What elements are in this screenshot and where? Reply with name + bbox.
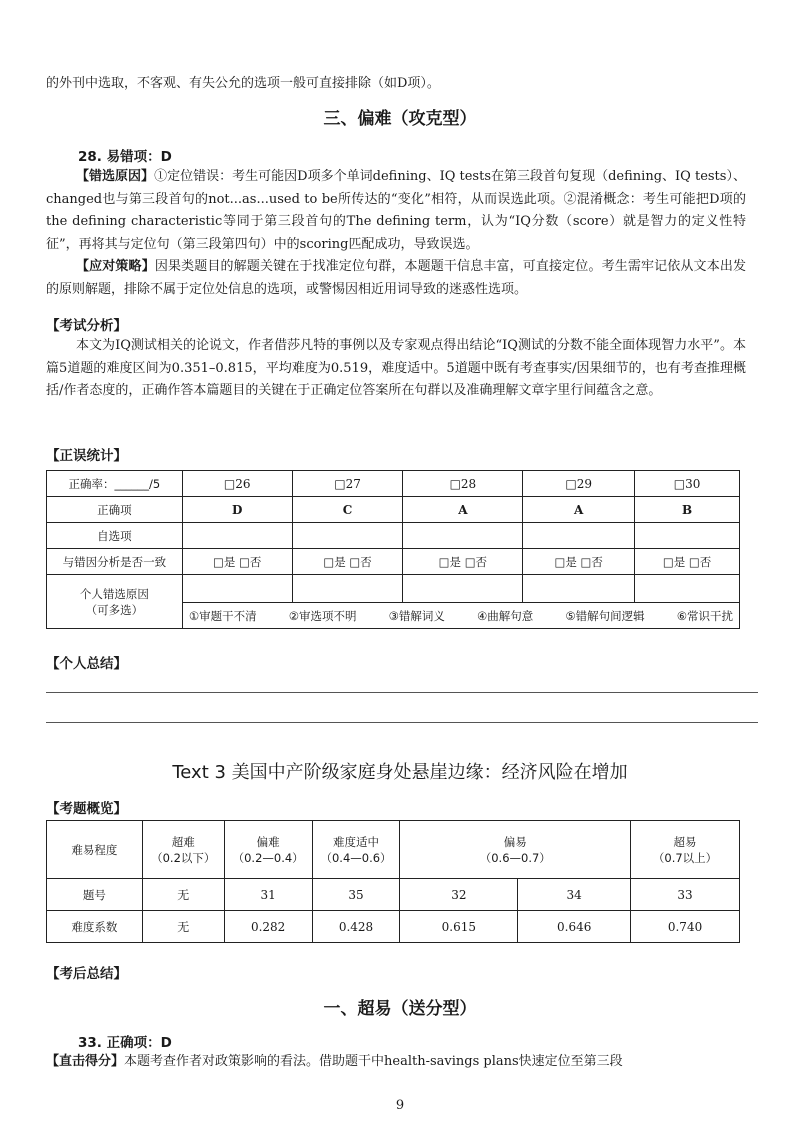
correct-answer-cell: C — [292, 497, 403, 523]
table-row — [47, 575, 740, 603]
question-number-cell: 31 — [224, 879, 312, 911]
correct-answer-cell: A — [403, 497, 523, 523]
correct-answer-label: 正确项 — [47, 497, 183, 523]
reason-label-line1: 个人错选原因 — [79, 586, 149, 601]
question-number-cell: 32 — [400, 879, 518, 911]
question-checkbox-26[interactable]: □26 — [182, 471, 292, 497]
difficulty-overview-table — [46, 820, 740, 943]
reason-entry-cell[interactable] — [635, 575, 740, 603]
table-row — [47, 471, 740, 497]
section-title-hard: 三、偏难（攻克型） — [323, 109, 477, 129]
coefficient-cell: 0.740 — [631, 911, 740, 943]
q28-strategy-paragraph — [46, 256, 746, 301]
table-row — [47, 879, 740, 911]
level-medium: 难度适中 （0.4—0.6） — [312, 821, 400, 879]
correct-answer-cell: D — [182, 497, 292, 523]
correct-answer-cell: A — [523, 497, 635, 523]
question-number-cell: 33 — [631, 879, 740, 911]
coefficient-cell: 无 — [142, 911, 224, 943]
overview-heading: 【考题概览】 — [46, 801, 127, 817]
yes-no-checkbox[interactable]: □是 □否 — [403, 549, 523, 575]
page-number: 9 — [395, 1098, 405, 1113]
summary-writing-line[interactable] — [46, 692, 758, 693]
self-choice-cell[interactable] — [523, 523, 635, 549]
analysis-paragraph: 本文为IQ测试相关的论说文，作者借莎凡特的事例以及专家观点得出结论“IQ测试的分数不能全面体现智力水平”。本篇5道题的难度区间为0.351–0.815，平均难度为0.519，难度适中。5道题中既有考查事实/因果细节的，也有考查推理概括/作者态度的，正确作答本篇题目的关键在于正确定位答案所在句群以及准确理解文章字里行间蕴含之意。 — [46, 338, 746, 398]
question-number-cell: 34 — [518, 879, 631, 911]
reason-option[interactable]: ④曲解句意 — [476, 608, 534, 623]
strategy-text: 因果类题目的解题关键在于找准定位句群，本题题干信息丰富，可直接定位。考生需牢记依从文本出发的原则解题，排除不属于定位处信息的选项，或警惕因相近用词导致的迷惑性选项。 — [46, 259, 746, 297]
self-choice-cell[interactable] — [292, 523, 403, 549]
correct-answer-cell: B — [635, 497, 740, 523]
personal-summary-heading: 【个人总结】 — [46, 656, 127, 672]
q33-heading: 33. 正确项：D — [78, 1035, 172, 1051]
difficulty-level-label: 难易程度 — [47, 821, 143, 879]
table-row — [47, 497, 740, 523]
reason-option[interactable]: ⑤错解句间逻辑 — [565, 608, 645, 623]
consistency-label: 与错因分析是否一致 — [47, 549, 183, 575]
coefficient-cell: 0.615 — [400, 911, 518, 943]
reason-option[interactable]: ⑥常识干扰 — [676, 608, 733, 623]
yes-no-checkbox[interactable]: □是 □否 — [292, 549, 403, 575]
error-reason-label: 【错选原因】 — [76, 169, 155, 184]
reason-entry-cell[interactable] — [403, 575, 523, 603]
table-row — [47, 523, 740, 549]
level-very-easy: 超易 （0.7以上） — [631, 821, 740, 879]
self-choice-cell[interactable] — [403, 523, 523, 549]
coefficient-cell: 0.428 — [312, 911, 400, 943]
level-hard: 偏难 （0.2—0.4） — [224, 821, 312, 879]
intro-line: 的外刊中选取，不客观、有失公允的选项一般可直接排除（如D项）。 — [46, 76, 440, 91]
direct-score-label: 【直击得分】 — [46, 1054, 125, 1069]
post-exam-summary-heading: 【考后总结】 — [46, 966, 127, 982]
table-row — [47, 911, 740, 943]
difficulty-coefficient-label: 难度系数 — [47, 911, 143, 943]
q28-heading: 28. 易错项：D — [78, 149, 172, 165]
question-checkbox-28[interactable]: □28 — [403, 471, 523, 497]
answer-stats-table — [46, 470, 740, 629]
summary-writing-line[interactable] — [46, 722, 758, 723]
table-row — [47, 821, 740, 879]
question-number-cell: 35 — [312, 879, 400, 911]
question-number-cell: 无 — [142, 879, 224, 911]
level-easy: 偏易 （0.6—0.7） — [400, 821, 631, 879]
coefficient-cell: 0.646 — [518, 911, 631, 943]
section-title-very-easy: 一、超易（送分型） — [323, 999, 477, 1019]
reason-entry-cell[interactable] — [292, 575, 403, 603]
reason-option[interactable]: ②审选项不明 — [288, 608, 357, 623]
question-checkbox-29[interactable]: □29 — [523, 471, 635, 497]
yes-no-checkbox[interactable]: □是 □否 — [635, 549, 740, 575]
text3-title: Text 3 美国中产阶级家庭身处悬崖边缘：经济风险在增加 — [172, 762, 628, 783]
personal-error-reason-label — [47, 575, 183, 629]
self-choice-label: 自选项 — [47, 523, 183, 549]
question-checkbox-30[interactable]: □30 — [635, 471, 740, 497]
reason-option[interactable]: ③错解词义 — [388, 608, 445, 623]
reason-label-line2: （可多选） — [85, 602, 144, 617]
strategy-label: 【应对策略】 — [76, 259, 155, 274]
reason-entry-cell[interactable] — [523, 575, 635, 603]
yes-no-checkbox[interactable]: □是 □否 — [182, 549, 292, 575]
yes-no-checkbox[interactable]: □是 □否 — [523, 549, 635, 575]
self-choice-cell[interactable] — [635, 523, 740, 549]
direct-score-text: 本题考查作者对政策影响的看法。借助题干中health-savings plans快速定位至第三段 — [124, 1054, 623, 1069]
q28-error-paragraph — [46, 166, 746, 256]
stats-heading: 【正误统计】 — [46, 448, 127, 464]
error-reason-text: ①定位错误：考生可能因D项多个单词defining、IQ tests在第三段首句复现（defining、IQ tests）、changed也与第三段首句的not...as...used to be所传达的“变化”相符，从而误选此项。②混淆概念：考生可能把D项的the defining characteristic等同于第三段首句的The defining term，认为“IQ分数（score）就是智力的定义性特征”，再将其与定位句（第三段第四句）中的scoring匹配成功，导致误选。 — [46, 169, 746, 252]
analysis-heading: 【考试分析】 — [46, 318, 127, 334]
level-very-hard: 超难 （0.2以下） — [142, 821, 224, 879]
self-choice-cell[interactable] — [182, 523, 292, 549]
question-checkbox-27[interactable]: □27 — [292, 471, 403, 497]
reason-option[interactable]: ①审题干不清 — [188, 608, 257, 623]
reason-entry-cell[interactable] — [182, 575, 292, 603]
question-number-label: 题号 — [47, 879, 143, 911]
table-row — [47, 549, 740, 575]
reason-options-cell — [182, 603, 739, 629]
q33-direct-score-line — [46, 1052, 758, 1072]
accuracy-rate-cell[interactable]: 正确率：______/5 — [47, 471, 183, 497]
coefficient-cell: 0.282 — [224, 911, 312, 943]
